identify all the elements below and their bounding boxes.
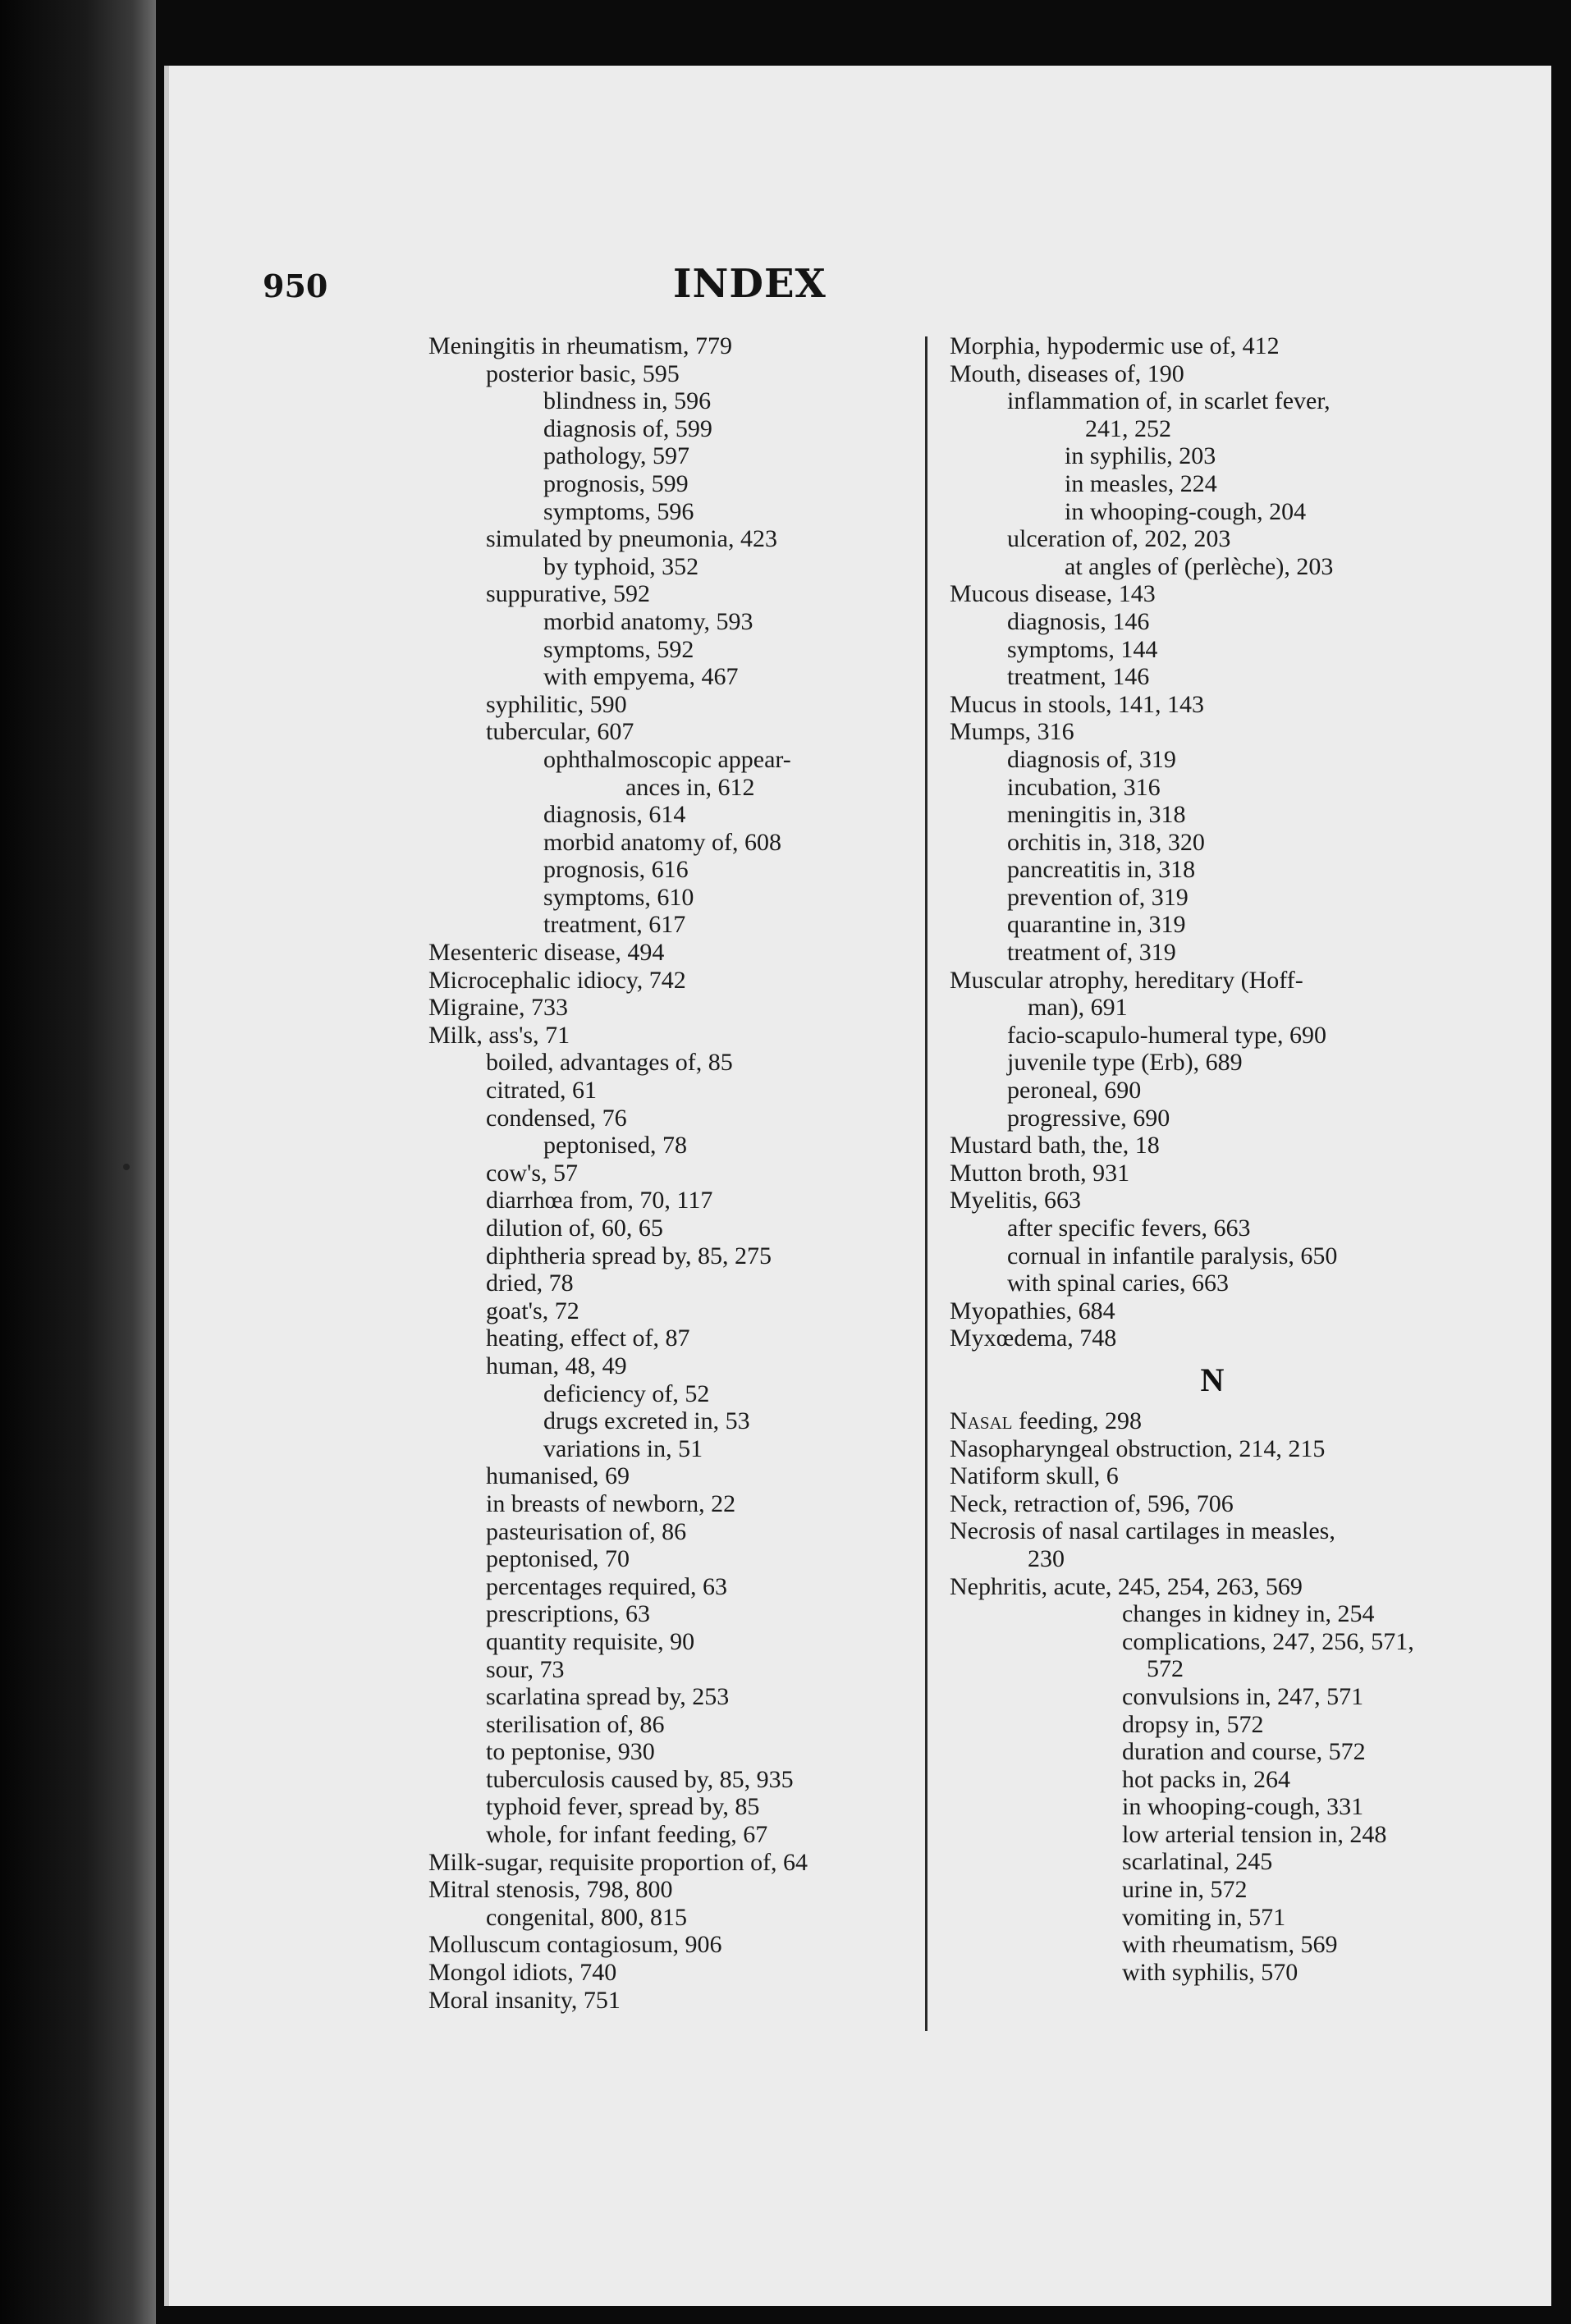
index-entry-text: suppurative, 592 <box>486 580 650 608</box>
index-entry-text: convulsions in, 247, 571 <box>1122 1682 1364 1710</box>
index-entry-text: morbid anatomy, 593 <box>543 607 753 635</box>
page-number: 950 <box>263 268 328 304</box>
index-column-right <box>950 332 1475 1986</box>
film-speck <box>123 1164 130 1170</box>
index-entry-text: Mitral stenosis, 798, 800 <box>428 1876 673 1904</box>
index-entry <box>950 1049 1475 1077</box>
index-entry <box>950 553 1475 581</box>
index-entry-text: Migraine, 733 <box>428 994 568 1022</box>
index-entry-text: prevention of, 319 <box>1007 883 1189 911</box>
index-entry <box>428 1462 921 1490</box>
index-entry <box>950 387 1475 415</box>
index-entry <box>950 1022 1475 1050</box>
index-entry-text: tuberculosis caused by, 85, 935 <box>486 1765 794 1793</box>
index-entry <box>950 746 1475 774</box>
index-entry-headword: Nasal <box>950 1407 1013 1434</box>
index-entry-text: tubercular, 607 <box>486 718 634 746</box>
index-entry-text: drugs excreted in, 53 <box>543 1407 750 1435</box>
index-entry-text: sterilisation of, 86 <box>486 1710 665 1738</box>
index-entry-text: orchitis in, 318, 320 <box>1007 828 1205 856</box>
index-entry <box>950 1711 1475 1739</box>
index-entry <box>950 1793 1475 1821</box>
index-entry-text: Morphia, hypodermic use of, 412 <box>950 332 1280 359</box>
index-entry <box>950 1105 1475 1132</box>
index-entry <box>950 1573 1475 1601</box>
index-entry <box>950 1297 1475 1325</box>
index-entry-text: cow's, 57 <box>486 1159 579 1187</box>
index-entry-text: symptoms, 596 <box>543 497 694 525</box>
index-entry-text: in whooping-cough, 204 <box>1065 497 1307 525</box>
index-entry <box>950 967 1475 995</box>
index-entry-text: with spinal caries, 663 <box>1007 1270 1229 1297</box>
index-entry <box>428 1077 921 1105</box>
index-entry <box>428 1766 921 1794</box>
index-entry <box>428 1821 921 1849</box>
index-entry-text: peptonised, 70 <box>486 1545 630 1573</box>
index-entry <box>950 1517 1475 1545</box>
index-column-left <box>428 332 921 2014</box>
index-entry-text: whole, for infant feeding, 67 <box>486 1821 768 1849</box>
index-entry-text: diagnosis, 146 <box>1007 607 1150 635</box>
index-entry-text: Myopathies, 684 <box>950 1297 1115 1324</box>
index-entry-text: Mesenteric disease, 494 <box>428 939 665 967</box>
index-entry-text: facio-scapulo-humeral type, 690 <box>1007 1021 1327 1049</box>
index-entry-text: dried, 78 <box>486 1270 574 1297</box>
index-entry <box>950 415 1475 443</box>
index-entry <box>950 470 1475 498</box>
index-entry-text: boiled, advantages of, 85 <box>486 1049 733 1077</box>
index-entry-text: urine in, 572 <box>1122 1876 1248 1904</box>
index-entry <box>950 360 1475 388</box>
index-entry-text: feeding, 298 <box>1012 1407 1142 1434</box>
index-entry <box>428 1270 921 1297</box>
index-entry <box>950 525 1475 553</box>
index-entry <box>428 360 921 388</box>
index-entry-text: Microcephalic idiocy, 742 <box>428 966 686 994</box>
index-entry <box>428 856 921 884</box>
index-entry-text: diphtheria spread by, 85, 275 <box>486 1242 772 1270</box>
index-entry <box>428 1600 921 1628</box>
index-entry <box>428 1738 921 1766</box>
index-entry <box>428 994 921 1022</box>
index-entry-text: percentages required, 63 <box>486 1572 728 1600</box>
index-entry <box>950 1270 1475 1297</box>
section-letter-heading: N <box>1200 1361 1225 1398</box>
index-entry <box>950 1160 1475 1187</box>
index-entry-text: in measles, 224 <box>1065 469 1217 497</box>
index-entry <box>950 911 1475 939</box>
index-entry-text: diagnosis of, 319 <box>1007 745 1176 773</box>
index-entry <box>428 415 921 443</box>
index-entry <box>428 1987 921 2015</box>
index-entry <box>950 1683 1475 1711</box>
index-entry <box>950 801 1475 829</box>
index-entry <box>950 1462 1475 1490</box>
index-entry-text: Meningitis in rheumatism, 779 <box>428 332 732 359</box>
index-entry <box>428 1187 921 1215</box>
index-entry <box>428 1628 921 1656</box>
index-entry <box>428 1022 921 1050</box>
index-entry-text: ulceration of, 202, 203 <box>1007 525 1231 553</box>
index-entry-text: Moral insanity, 751 <box>428 1986 621 2014</box>
index-entry <box>950 718 1475 746</box>
index-entry-text: 572 <box>1147 1655 1184 1683</box>
index-entry <box>950 332 1475 360</box>
index-entry-text: cornual in infantile paralysis, 650 <box>1007 1242 1338 1270</box>
index-entry <box>428 1407 921 1435</box>
index-entry <box>950 1766 1475 1794</box>
index-entry <box>950 1738 1475 1766</box>
index-entry-text: quarantine in, 319 <box>1007 911 1186 939</box>
index-entry <box>950 442 1475 470</box>
index-entry <box>950 1187 1475 1215</box>
column-divider <box>925 336 927 2031</box>
index-entry-text: with rheumatism, 569 <box>1122 1931 1338 1959</box>
index-entry-text: morbid anatomy of, 608 <box>543 828 781 856</box>
index-entry <box>428 663 921 691</box>
index-entry <box>950 1545 1475 1573</box>
index-entry-text: Nephritis, acute, 245, 254, 263, 569 <box>950 1572 1303 1600</box>
index-entry-text: Myelitis, 663 <box>950 1187 1082 1215</box>
index-entry-text: symptoms, 144 <box>1007 635 1158 663</box>
index-entry-text: 230 <box>1028 1544 1065 1572</box>
index-entry-text: Muscular atrophy, hereditary (Hoff- <box>950 966 1303 994</box>
film-edge <box>0 0 156 2324</box>
index-entry <box>428 636 921 664</box>
index-entry <box>950 1876 1475 1904</box>
index-entry <box>428 387 921 415</box>
index-entry-text: Mustard bath, the, 18 <box>950 1132 1160 1160</box>
index-entry-text: peptonised, 78 <box>543 1132 687 1160</box>
index-entry-text: incubation, 316 <box>1007 773 1161 801</box>
index-entry-text: congenital, 800, 815 <box>486 1903 687 1931</box>
index-entry <box>950 1407 1475 1435</box>
index-entry <box>950 1242 1475 1270</box>
index-entry-text: symptoms, 592 <box>543 635 694 663</box>
index-entry-text: low arterial tension in, 248 <box>1122 1820 1387 1848</box>
index-entry <box>950 1215 1475 1242</box>
index-entry <box>428 553 921 581</box>
index-entry-text: pancreatitis in, 318 <box>1007 856 1196 884</box>
index-entry <box>950 994 1475 1022</box>
index-entry <box>428 1490 921 1518</box>
index-entry-text: Natiform skull, 6 <box>950 1462 1119 1490</box>
index-section-m <box>950 332 1475 1352</box>
index-entry <box>428 525 921 553</box>
index-entry <box>428 470 921 498</box>
index-section-n <box>950 1407 1475 1986</box>
index-entry <box>428 1931 921 1959</box>
index-entry <box>428 1711 921 1739</box>
index-entry-text: diarrhœa from, 70, 117 <box>486 1187 713 1215</box>
index-entry <box>428 1380 921 1408</box>
index-entry-text: pathology, 597 <box>543 442 690 470</box>
index-entry <box>428 1518 921 1546</box>
index-entry <box>428 608 921 636</box>
index-entry <box>428 1132 921 1160</box>
index-entry <box>428 1435 921 1463</box>
index-entry-text: treatment, 617 <box>543 911 686 939</box>
index-entry-text: humanised, 69 <box>486 1462 630 1490</box>
index-entry <box>950 498 1475 526</box>
index-entry <box>428 1876 921 1904</box>
index-entry-text: juvenile type (Erb), 689 <box>1007 1049 1243 1077</box>
index-entry <box>950 1959 1475 1987</box>
index-entry <box>428 774 921 802</box>
index-entry-text: treatment of, 319 <box>1007 939 1176 967</box>
index-entry <box>428 691 921 719</box>
index-entry <box>428 911 921 939</box>
index-entry <box>950 1324 1475 1352</box>
index-entry <box>950 1132 1475 1160</box>
index-entry <box>950 856 1475 884</box>
index-entry-text: prognosis, 599 <box>543 469 689 497</box>
index-entry-text: at angles of (perlèche), 203 <box>1065 552 1334 580</box>
index-entry-text: 241, 252 <box>1085 414 1171 442</box>
index-entry <box>428 332 921 360</box>
index-entry-text: posterior basic, 595 <box>486 359 680 387</box>
index-entry-text: after specific fevers, 663 <box>1007 1215 1251 1242</box>
index-entry <box>950 774 1475 802</box>
index-entry-text: syphilitic, 590 <box>486 690 627 718</box>
index-entry <box>950 829 1475 857</box>
index-entry-text: prognosis, 616 <box>543 856 689 884</box>
index-entry-text: Necrosis of nasal cartilages in measles, <box>950 1517 1335 1545</box>
index-entry <box>428 1215 921 1242</box>
index-entry <box>950 608 1475 636</box>
index-entry-text: Neck, retraction of, 596, 706 <box>950 1489 1234 1517</box>
index-entry-text: with empyema, 467 <box>543 663 739 691</box>
index-entry <box>428 939 921 967</box>
index-entry <box>428 580 921 608</box>
index-entry-text: Molluscum contagiosum, 906 <box>428 1931 722 1959</box>
index-entry-text: peroneal, 690 <box>1007 1077 1142 1105</box>
index-entry-text: sour, 73 <box>486 1655 565 1683</box>
index-entry <box>428 1849 921 1877</box>
index-entry-text: scarlatina spread by, 253 <box>486 1683 730 1711</box>
index-entry-text: man), 691 <box>1028 994 1128 1022</box>
index-entry <box>428 1160 921 1187</box>
index-entry-text: pasteurisation of, 86 <box>486 1517 687 1545</box>
index-entry-text: citrated, 61 <box>486 1077 597 1105</box>
index-entry-text: Milk-sugar, requisite proportion of, 64 <box>428 1848 808 1876</box>
index-entry-text: blindness in, 596 <box>543 387 712 415</box>
index-entry-text: prescriptions, 63 <box>486 1600 650 1628</box>
index-entry-text: scarlatinal, 245 <box>1122 1848 1273 1876</box>
index-entry <box>428 442 921 470</box>
index-entry-text: treatment, 146 <box>1007 663 1150 691</box>
index-entry-text: meningitis in, 318 <box>1007 801 1186 829</box>
index-entry-text: Mutton broth, 931 <box>950 1159 1130 1187</box>
index-entry-text: deficiency of, 52 <box>543 1379 710 1407</box>
index-entry-text: in whooping-cough, 331 <box>1122 1793 1364 1821</box>
index-entry-text: Mucous disease, 143 <box>950 580 1156 608</box>
index-entry <box>428 967 921 995</box>
index-entry-text: changes in kidney in, 254 <box>1122 1600 1375 1628</box>
index-entry <box>428 1242 921 1270</box>
index-entry-text: dilution of, 60, 65 <box>486 1215 663 1242</box>
index-entry-text: inflammation of, in scarlet fever, <box>1007 387 1331 415</box>
index-entry-text: ophthalmoscopic appear- <box>543 745 791 773</box>
index-entry <box>428 1959 921 1987</box>
index-entry-text: symptoms, 610 <box>543 883 694 911</box>
index-entry <box>950 1904 1475 1932</box>
index-entry <box>950 939 1475 967</box>
index-entry <box>950 1931 1475 1959</box>
index-entry <box>428 1573 921 1601</box>
index-entry <box>428 1324 921 1352</box>
index-entry-text: dropsy in, 572 <box>1122 1710 1264 1738</box>
page-title: INDEX <box>673 261 827 307</box>
index-entry <box>428 1656 921 1684</box>
index-entry <box>950 663 1475 691</box>
index-entry-text: goat's, 72 <box>486 1297 579 1324</box>
index-entry-text: with syphilis, 570 <box>1122 1958 1298 1986</box>
index-entry-text: typhoid fever, spread by, 85 <box>486 1793 760 1821</box>
index-entry <box>428 801 921 829</box>
index-entry <box>950 1821 1475 1849</box>
index-entry-text: Mongol idiots, 740 <box>428 1959 617 1987</box>
index-entry-text: human, 48, 49 <box>486 1352 627 1379</box>
index-entry <box>428 1793 921 1821</box>
index-entry-text: in breasts of newborn, 22 <box>486 1489 736 1517</box>
index-entry-text: to peptonise, 930 <box>486 1738 655 1766</box>
index-entry-text: Milk, ass's, 71 <box>428 1021 570 1049</box>
index-entry-text: in syphilis, 203 <box>1065 442 1216 470</box>
index-entry <box>428 829 921 857</box>
index-entry <box>428 718 921 746</box>
index-entry <box>428 1904 921 1932</box>
index-entry-text: progressive, 690 <box>1007 1104 1170 1132</box>
index-entry-text: Myxœdema, 748 <box>950 1324 1117 1352</box>
index-entry <box>428 1683 921 1711</box>
index-entry-text: quantity requisite, 90 <box>486 1627 695 1655</box>
index-entry-text: simulated by pneumonia, 423 <box>486 525 777 553</box>
index-entry-text: Mucus in stools, 141, 143 <box>950 690 1205 718</box>
index-entry <box>950 1490 1475 1518</box>
index-entry <box>428 884 921 912</box>
index-entry-text: vomiting in, 571 <box>1122 1903 1286 1931</box>
index-entry-text: by typhoid, 352 <box>543 552 699 580</box>
index-entry <box>428 746 921 774</box>
index-entry-text: hot packs in, 264 <box>1122 1765 1290 1793</box>
index-entry <box>950 1655 1475 1683</box>
index-entry-text: heating, effect of, 87 <box>486 1324 690 1352</box>
index-entry-text: complications, 247, 256, 571, <box>1122 1627 1414 1655</box>
index-entry <box>950 1077 1475 1105</box>
index-entry <box>950 1435 1475 1463</box>
index-entry-text: diagnosis, 614 <box>543 801 686 829</box>
index-entry-text: Mouth, diseases of, 190 <box>950 359 1184 387</box>
index-entry <box>428 1352 921 1380</box>
index-entry <box>950 636 1475 664</box>
index-entry-text: variations in, 51 <box>543 1434 703 1462</box>
index-entry-text: diagnosis of, 599 <box>543 414 712 442</box>
running-head <box>263 261 1001 318</box>
index-entry <box>950 1628 1475 1656</box>
index-entry <box>428 1545 921 1573</box>
index-entry <box>950 1600 1475 1628</box>
index-entry <box>950 691 1475 719</box>
index-entry <box>428 1049 921 1077</box>
index-entry-text: Mumps, 316 <box>950 718 1074 746</box>
index-entry <box>950 1848 1475 1876</box>
index-entry <box>428 498 921 526</box>
index-entry-text: Nasopharyngeal obstruction, 214, 215 <box>950 1434 1326 1462</box>
index-entry-text: condensed, 76 <box>486 1104 627 1132</box>
index-entry <box>950 884 1475 912</box>
index-entry <box>428 1297 921 1325</box>
index-entry <box>950 580 1475 608</box>
index-entry-text: duration and course, 572 <box>1122 1738 1366 1766</box>
index-entry <box>428 1105 921 1132</box>
index-entry-text: ances in, 612 <box>625 773 755 801</box>
